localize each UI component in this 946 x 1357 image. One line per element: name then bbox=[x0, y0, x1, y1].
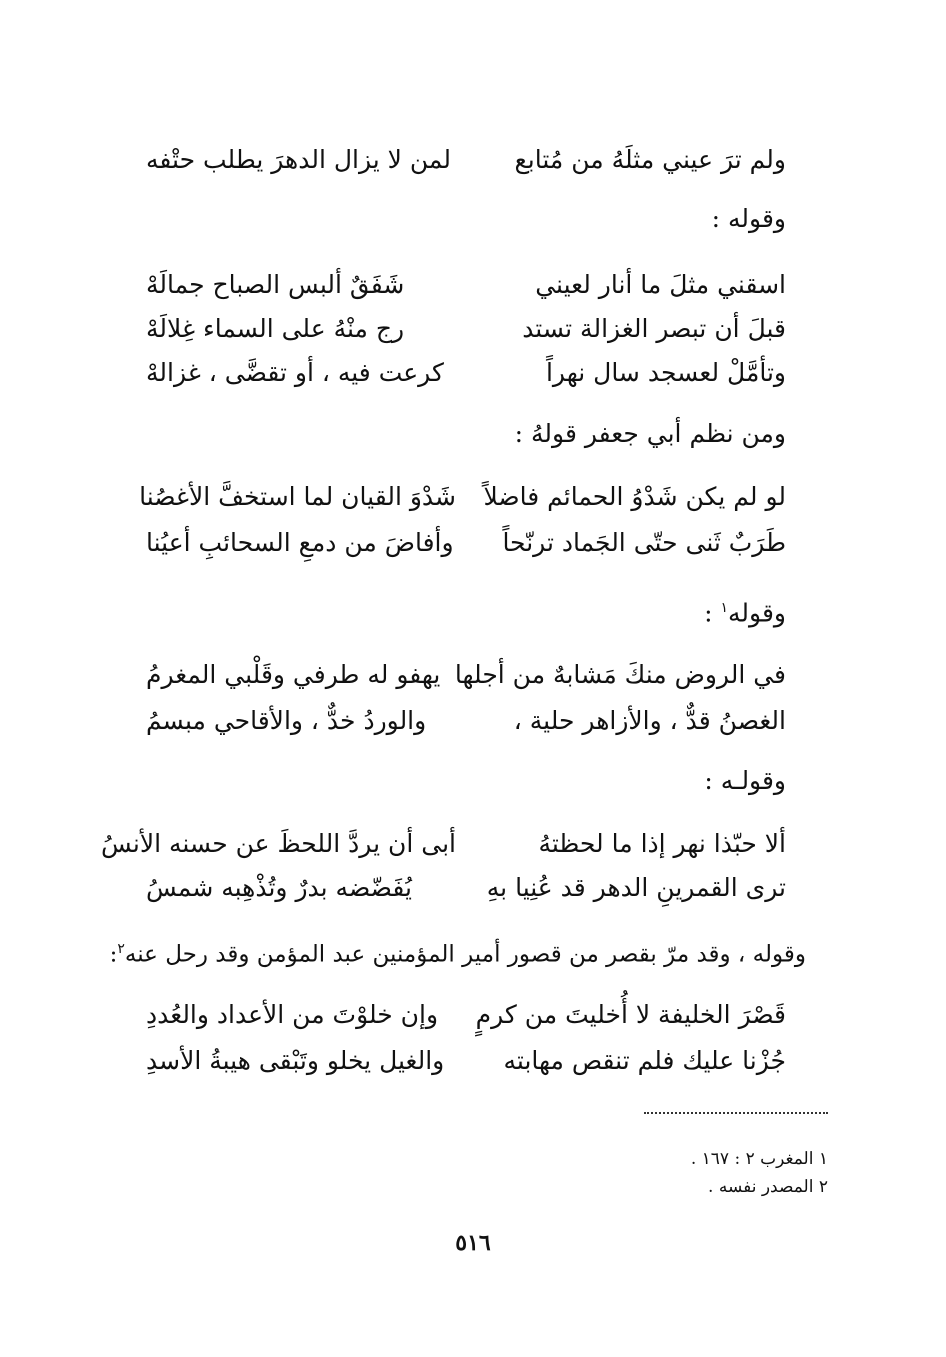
verse-line bbox=[146, 992, 786, 1038]
first-hemistich: في الروض منكَ مَشابهٌ من أجلها bbox=[454, 660, 786, 689]
first-hemistich: جُزْنا عليك فلم تنقص مهابته bbox=[503, 1046, 786, 1075]
footnote: ٢ المصدر نفسه . bbox=[708, 1177, 828, 1197]
verse-line bbox=[146, 137, 786, 183]
second-hemistich: وأفاضَ من دمعِ السحائبِ أعيُنا bbox=[146, 528, 454, 557]
second-hemistich: يُفَضّضه بدرٌ وتُذْهِبه شمسُ bbox=[146, 873, 412, 902]
first-hemistich: ولم ترَ عيني مثلَهُ من مُتابع bbox=[514, 145, 786, 174]
poem-intro bbox=[704, 586, 786, 635]
footnote-marker: ٢ bbox=[117, 941, 125, 957]
poem-intro: وقوله : bbox=[711, 204, 786, 233]
verse-line bbox=[146, 1038, 786, 1084]
second-hemistich: شَفَقٌ ألبس الصباح جمالَهْ bbox=[146, 270, 405, 299]
second-hemistich: والغيل يخلو وتَبْقى هيبةُ الأسدِ bbox=[146, 1046, 445, 1075]
first-hemistich: لو لم يكن شَدْوُ الحمائم فاضلاً bbox=[483, 482, 786, 511]
second-hemistich: والوردُ خدٌّ ، والأقاحي مبسمُ bbox=[146, 706, 427, 735]
second-hemistich: كرعت فيه ، أو تقضَّى ، غزالهْ bbox=[146, 358, 444, 387]
first-hemistich: قبلَ أن تبصر الغزالة تستد bbox=[522, 314, 786, 343]
second-hemistich: شَدْوَ القيان لما استخفَّ الأغصُنا bbox=[139, 482, 456, 511]
intro-text: وقوله bbox=[728, 598, 786, 628]
first-hemistich: اسقني مثلَ ما أنار لعيني bbox=[535, 270, 786, 299]
poem-intro bbox=[110, 927, 806, 977]
first-hemistich: الغصنُ قدٌّ ، والأزاهر حلية ، bbox=[513, 706, 786, 735]
first-hemistich: ترى القمرينِ الدهر قد عُنِيا بهِ bbox=[486, 873, 786, 902]
first-hemistich: قَصْرَ الخليفة لا أُخليتَ من كرمٍ bbox=[475, 1000, 786, 1029]
verse-line bbox=[146, 520, 786, 566]
poem-intro: وقولـه : bbox=[704, 766, 786, 795]
second-hemistich: وإن خلوْتَ من الأعداد والعُددِ bbox=[146, 1000, 439, 1029]
verse-line bbox=[146, 262, 786, 308]
footnote-marker: ١ bbox=[720, 600, 729, 616]
verse-line bbox=[146, 350, 786, 396]
second-hemistich: أبى أن يردَّ اللحظَ عن حسنه الأنسُ bbox=[100, 829, 456, 858]
first-hemistich: طَرَبٌ ثَنى حتّى الجَماد ترنّحاً bbox=[502, 528, 786, 557]
second-hemistich: رج منْهُ على السماء غِلالَهْ bbox=[146, 314, 405, 343]
verse-line bbox=[146, 306, 786, 352]
verse-line bbox=[139, 474, 786, 520]
intro-text: وقوله ، وقد مرّ بقصر من قصور أمير المؤمنين عبد المؤمن وقد رحل عنه bbox=[124, 941, 806, 968]
verse-line bbox=[146, 865, 786, 911]
footnote: ١ المغرب ٢ : ١٦٧ . bbox=[690, 1149, 828, 1169]
page-number: ٥١٦ bbox=[455, 1230, 491, 1256]
intro-colon: : bbox=[704, 598, 721, 628]
footnote-separator bbox=[644, 1112, 828, 1114]
verse-line bbox=[146, 698, 786, 744]
first-hemistich: ألا حبّذا نهر إذا ما لحظتهُ bbox=[538, 829, 786, 858]
verse-line bbox=[146, 652, 786, 698]
first-hemistich: وتأمَّلْ لعسجد سال نهراً bbox=[545, 358, 786, 387]
intro-colon: : bbox=[109, 941, 118, 968]
second-hemistich: يهفو له طرفي وقَلْبي المغرمُ bbox=[146, 660, 441, 689]
poem-intro: ومن نظم أبي جعفر قولهُ : bbox=[514, 419, 786, 448]
verse-line bbox=[100, 821, 786, 867]
second-hemistich: لمن لا يزال الدهرَ يطلب حتْفه bbox=[146, 145, 451, 174]
